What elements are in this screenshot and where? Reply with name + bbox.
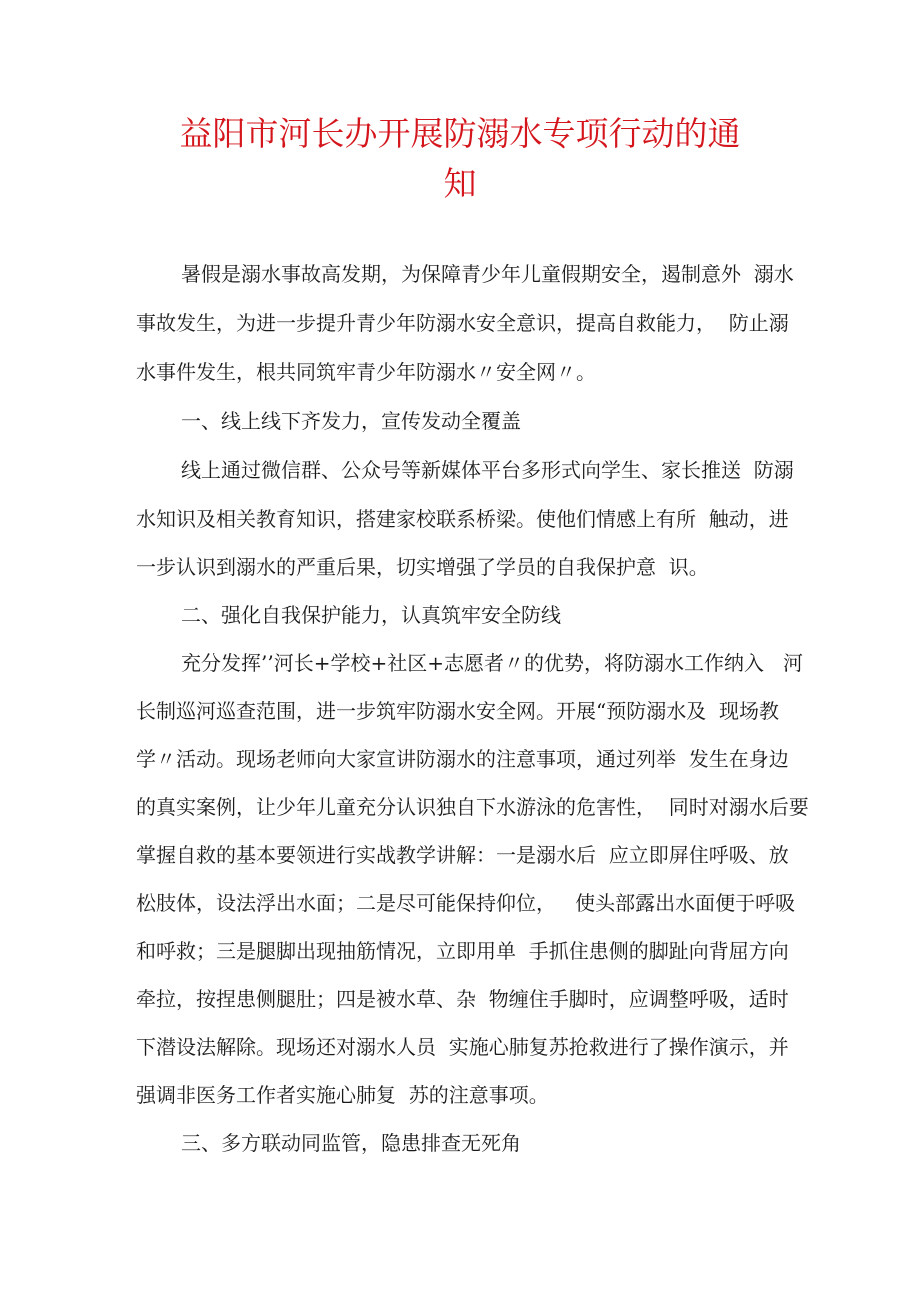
body-line: 充分发挥’’河长+学校+社区+志愿者〃的优势，将防溺水工作纳入 河 [181, 651, 804, 675]
document-title-line2: 知 [443, 164, 477, 203]
document-title-line1: 益阳市河长办开展防溺水专项行动的通 [179, 114, 741, 153]
section-heading: 三、多方联动同监管，隐患排查无死角 [181, 1131, 521, 1155]
body-line: 的真实案例，让少年儿童充分认识独自下水游泳的危害性， 同时对溺水后要 [136, 795, 809, 819]
body-line: 和呼救；三是腿脚出现抽筋情况，立即用单 手抓住患侧的脚趾向背屈方向 [136, 939, 789, 963]
body-line: 长制巡河巡查范围，进一步筑牢防溺水安全网。开展“预防溺水及 现场教 [136, 699, 779, 723]
section-heading: 一、线上线下齐发力，宣传发动全覆盖 [181, 409, 521, 433]
body-line: 水事件发生，根共同筑牢青少年防溺水〃安全网〃。 [136, 360, 596, 384]
body-line: 学〃活动。现场老师向大家宣讲防溺水的注意事项，通过列举 发生在身边 [136, 747, 789, 771]
body-line: 掌握自救的基本要领进行实战教学讲解：一是溺水后 应立即屏住呼吸、放 [136, 843, 789, 867]
body-line: 松肢体，设法浮出水面；二是尽可能保持仰位， 使头部露出水面便于呼吸 [136, 891, 796, 915]
body-line: 事故发生，为进一步提升青少年防溺水安全意识，提高自救能力， 防止溺 [136, 311, 789, 335]
body-line: 暑假是溺水事故高发期，为保障青少年儿童假期安全，遏制意外 溺水 [181, 262, 794, 286]
body-line: 强调非医务工作者实施心肺复 苏的注意事项。 [136, 1083, 549, 1107]
body-line: 下潜设法解除。现场还对溺水人员 实施心肺复苏抢救进行了操作演示，并 [136, 1035, 789, 1059]
body-line: 水知识及相关教育知识，搭建家校联系桥梁。使他们情感上有所 触动，进 [136, 507, 789, 531]
section-heading: 二、强化自我保护能力，认真筑牢安全防线 [181, 603, 561, 627]
body-line: 牵拉，按捏患侧腿肚；四是被水草、杂 物缠住手脚时，应调整呼吸，适时 [136, 987, 789, 1011]
body-line: 一步认识到溺水的严重后果，切实增强了学员的自我保护意 识。 [136, 555, 709, 579]
body-line: 线上通过微信群、公众号等新媒体平台多形式向学生、家长推送 防溺 [181, 458, 794, 482]
